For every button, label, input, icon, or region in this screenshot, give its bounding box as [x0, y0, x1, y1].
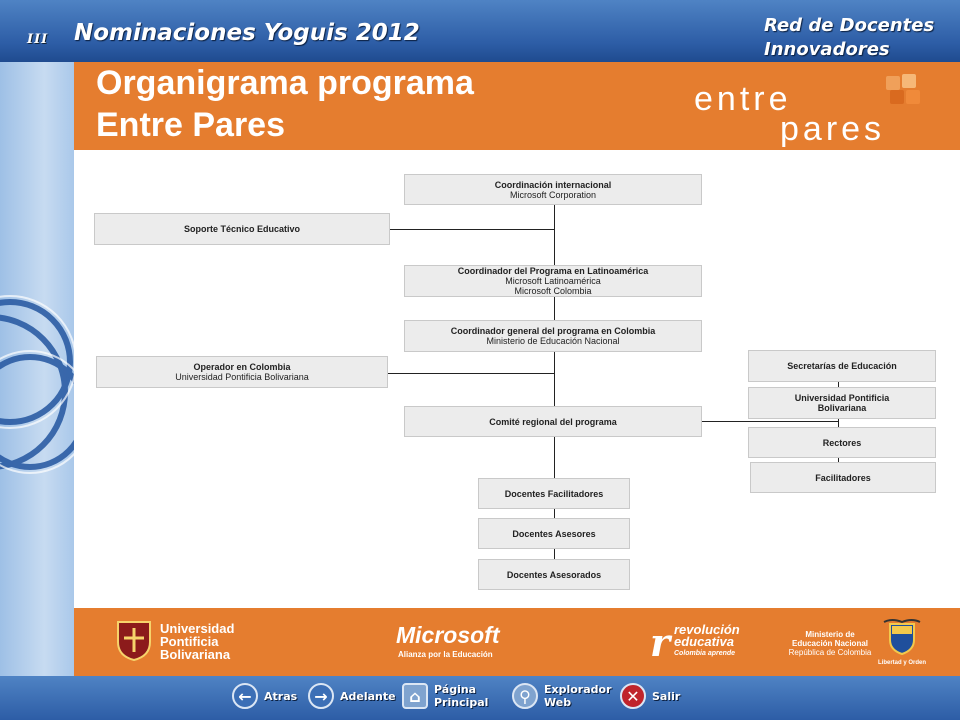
- org-box-secretarias: [748, 350, 936, 382]
- org-box-comite-regional: [404, 406, 702, 437]
- slide-header: [74, 62, 960, 150]
- box-title: Coordinación internacional: [494, 179, 612, 190]
- box-subtitle: Microsoft Latinoamérica: [505, 276, 601, 286]
- slide-title-line-1: Organigrama programa: [96, 64, 474, 102]
- entre-pares-logo: [694, 80, 886, 148]
- box-title: Secretarías de Educación: [787, 361, 897, 371]
- org-box-docentes-asesores: [478, 518, 630, 549]
- upb-logo-text: [160, 622, 234, 661]
- back-button[interactable]: [232, 676, 297, 716]
- forward-button[interactable]: [308, 676, 396, 716]
- home-button[interactable]: [402, 676, 488, 716]
- exit-button[interactable]: [620, 676, 680, 716]
- escudo-caption: Libertad y Orden: [878, 660, 927, 666]
- series-number: III: [27, 32, 49, 47]
- box-title: Facilitadores: [815, 472, 871, 483]
- org-box-soporte-tecnico: [94, 213, 390, 245]
- microsoft-logo: Microsoft: [396, 622, 500, 648]
- men-line: República de Colombia: [788, 648, 872, 657]
- revolucion-tagline: Colombia aprende: [674, 650, 736, 657]
- upb-shield-icon: [114, 620, 154, 662]
- box-subtitle: Microsoft Corporation: [509, 189, 597, 200]
- trunk-line: [554, 205, 555, 568]
- box-subtitle: Ministerio de Educación Nacional: [486, 336, 620, 346]
- colombia-coat-of-arms-icon: [882, 618, 922, 656]
- men-line: Educación Nacional: [791, 639, 869, 648]
- box-title: Docentes Asesores: [512, 528, 596, 539]
- org-box-operador-colombia: [96, 356, 388, 388]
- soporte-connector: [390, 229, 554, 230]
- rings-decoration: [0, 62, 74, 676]
- back-label: Atras: [264, 689, 298, 703]
- brand-line-1: entre: [694, 80, 792, 118]
- slide-footer: [74, 608, 960, 676]
- home-label: Página Principal: [434, 683, 489, 709]
- revolucion-icon: r: [650, 620, 671, 665]
- slide: [74, 62, 960, 676]
- box-title: Coordinador del Programa en Latinoamérica: [457, 266, 649, 276]
- comite-connector: [702, 421, 838, 422]
- org-box-rectores: [748, 427, 936, 458]
- magnifier-icon: ⚲: [512, 683, 538, 709]
- org-box-coordinacion-internacional: [404, 174, 702, 205]
- org-box-upb: [748, 387, 936, 419]
- revolucion-line: revolución: [674, 622, 740, 637]
- box-title: Coordinador general del programa en Colombia: [450, 326, 656, 336]
- box-title: Bolivariana: [817, 403, 867, 413]
- upb-line: Pontificia: [160, 634, 219, 649]
- men-line: Ministerio de: [805, 630, 855, 639]
- men-logo: [782, 630, 878, 657]
- upb-line: Bolivariana: [160, 647, 231, 662]
- box-title: Docentes Asesorados: [506, 569, 602, 580]
- microsoft-tagline: Alianza por la Educación: [398, 650, 493, 659]
- web-browser-label: Explorador Web: [544, 683, 612, 709]
- left-decorative-strip: [0, 62, 74, 676]
- box-title: Comité regional del programa: [489, 416, 617, 427]
- revolucion-logo: [674, 624, 740, 660]
- box-title: Soporte Técnico Educativo: [183, 224, 301, 234]
- web-browser-button[interactable]: [512, 676, 612, 716]
- network-title: Red de Docentes Innovadores: [764, 15, 935, 60]
- org-box-coordinador-colombia: [404, 320, 702, 352]
- box-subtitle: Microsoft Colombia: [514, 286, 592, 296]
- box-title: Rectores: [822, 437, 862, 448]
- exit-label: Salir: [652, 689, 681, 703]
- operador-connector: [388, 373, 554, 374]
- org-box-facilitadores: [750, 462, 936, 493]
- home-icon: ⌂: [402, 683, 428, 709]
- slide-title-line-2: Entre Pares: [96, 106, 285, 144]
- arrow-left-icon: ←: [232, 683, 258, 709]
- brand-line-2: pares: [780, 110, 886, 148]
- box-title: Universidad Pontificia: [794, 393, 890, 403]
- org-box-coordinador-latinoamerica: [404, 265, 702, 297]
- org-box-docentes-facilitadores: [478, 478, 630, 509]
- box-title: Operador en Colombia: [193, 362, 291, 372]
- org-box-docentes-asesorados: [478, 559, 630, 590]
- event-title: Nominaciones Yoguis 2012: [74, 20, 420, 46]
- close-icon: ✕: [620, 683, 646, 709]
- revolucion-line: educativa: [674, 634, 734, 649]
- box-subtitle: Universidad Pontificia Bolivariana: [175, 372, 309, 382]
- upb-line: Universidad: [160, 621, 235, 636]
- box-title: Docentes Facilitadores: [504, 488, 604, 499]
- arrow-right-icon: →: [308, 683, 334, 709]
- forward-label: Adelante: [340, 689, 396, 703]
